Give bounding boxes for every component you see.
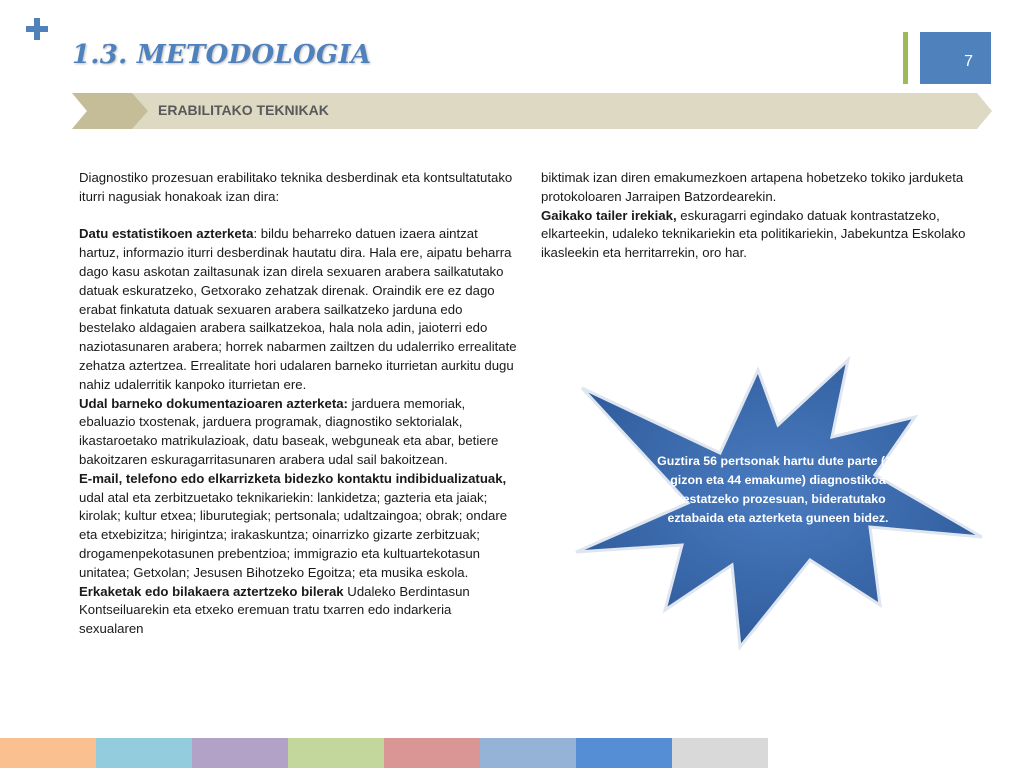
left-text-column bbox=[79, 169, 519, 639]
section-banner bbox=[72, 93, 992, 129]
footer-color-block bbox=[192, 738, 288, 768]
footer-color-block bbox=[288, 738, 384, 768]
banner-chevron bbox=[72, 93, 148, 129]
page-number: 7 bbox=[920, 32, 991, 84]
page-title: 1.3. METODOLOGIA bbox=[72, 40, 372, 70]
footer-color-block bbox=[480, 738, 576, 768]
footer-color-block bbox=[0, 738, 96, 768]
section-heading: ERABILITAKO TEKNIKAK bbox=[158, 102, 329, 118]
plus-icon bbox=[26, 18, 48, 40]
technique-text: Udaleko Berdintasun Kontseiluarekin eta etxeko eremuan tratu txarren edo indarkeria sexualaren bbox=[79, 583, 470, 637]
technique-text: eskuragarri egindako datuak kontrastatzeko, elkarteekin, udaleko teknikariekin eta politikariekin, Jabekuntza Eskolako ikasleekin eta herritarrekin, oro har. bbox=[541, 207, 966, 261]
technique-heading: Udal barneko dokumentazioaren azterketa: bbox=[79, 395, 348, 411]
technique-text: : bildu beharreko datuen izaera aintzat hartuz, informazio iturri desberdinak hautatu dira. Hala ere, aipatu beharra dago kasu askotan zailtasunak izan direla sexuaren arabera sailkatutako datuak eskuratzeko, Getxorako zehatzak direnak. Oraindik ere ez dago erabat finkatuta datuak sexuaren arabera sailkatzeko jarduna edo bestelako aldagaien arabera sailkatzekoa, hala nola adin, jaioterri edo naziotasunaren arabera; horrek nabarmen zailtzen du udalerriko errealitate zehatza aztertzea. Errealitate hori udalaren barneko iturrietan aurkitu dugu nahiz udalerritik kanpoko iturrietan ere. bbox=[79, 226, 517, 392]
technique-item bbox=[79, 225, 519, 394]
technique-item bbox=[79, 395, 519, 470]
participants-starburst bbox=[570, 355, 990, 655]
technique-heading: Erkaketak edo bilakaera aztertzeko bilerak bbox=[79, 583, 344, 599]
technique-heading: E-mail, telefono edo elkarrizketa bidezko kontaktu indibidualizatuak, bbox=[79, 470, 507, 486]
footer-color-block bbox=[576, 738, 672, 768]
intro-paragraph: Diagnostiko prozesuan erabilitako teknika desberdinak eta kontsultatutako iturri nagusiak honakoak izan dira: bbox=[79, 170, 513, 204]
starburst-text: Guztira 56 pertsonak hartu dute parte (12 gizon eta 44 emakume) diagnostikoa prestatzeko prozesuan, bideratutako eztabaida eta azterketa guneen bidez. bbox=[657, 454, 899, 525]
title-accent-bar bbox=[903, 32, 908, 84]
footer-color-block bbox=[384, 738, 480, 768]
continuation-paragraph: biktimak izan diren emakumezkoen artapena hobetzeko tokiko jarduketa protokoloaren Jarraipen Batzordearekin. bbox=[541, 170, 964, 204]
footer-color-block bbox=[96, 738, 192, 768]
technique-text: jarduera memoriak, ebaluazio txostenak, jarduera programak, diagnostiko sektorialak, ikastaroetako matrikulazioak, datu baseak, webguneak eta abar, betiere bakoitzaren eskuragarritasunaren arabera udal sail bakoitzean. bbox=[79, 395, 499, 467]
right-text-column bbox=[541, 169, 971, 263]
technique-text: udal atal eta zerbitzuetako teknikariekin: lankidetza; gazteria eta jaiak; kirolak; kultur etxea; liburutegiak; pertsonala; udaltzaingoa; obrak; ondare eta etxebizitza; hirigintza; irakaskuntza; oinarrizko gizarte zerbitzuak; drogamenpekotasunen prebentzioa; immigrazio eta kultuartekotasun unitatea; Getxolan; Jesusen Bihotzeko Egoitza; eta musika eskola. bbox=[79, 489, 508, 580]
footer-color-block bbox=[672, 738, 768, 768]
technique-item bbox=[541, 207, 971, 263]
technique-item bbox=[79, 470, 519, 583]
technique-heading: Datu estatistikoen azterketa bbox=[79, 226, 254, 242]
technique-heading: Gaikako tailer irekiak, bbox=[541, 207, 677, 223]
technique-item bbox=[79, 583, 519, 639]
footer-color-strip bbox=[0, 738, 768, 768]
